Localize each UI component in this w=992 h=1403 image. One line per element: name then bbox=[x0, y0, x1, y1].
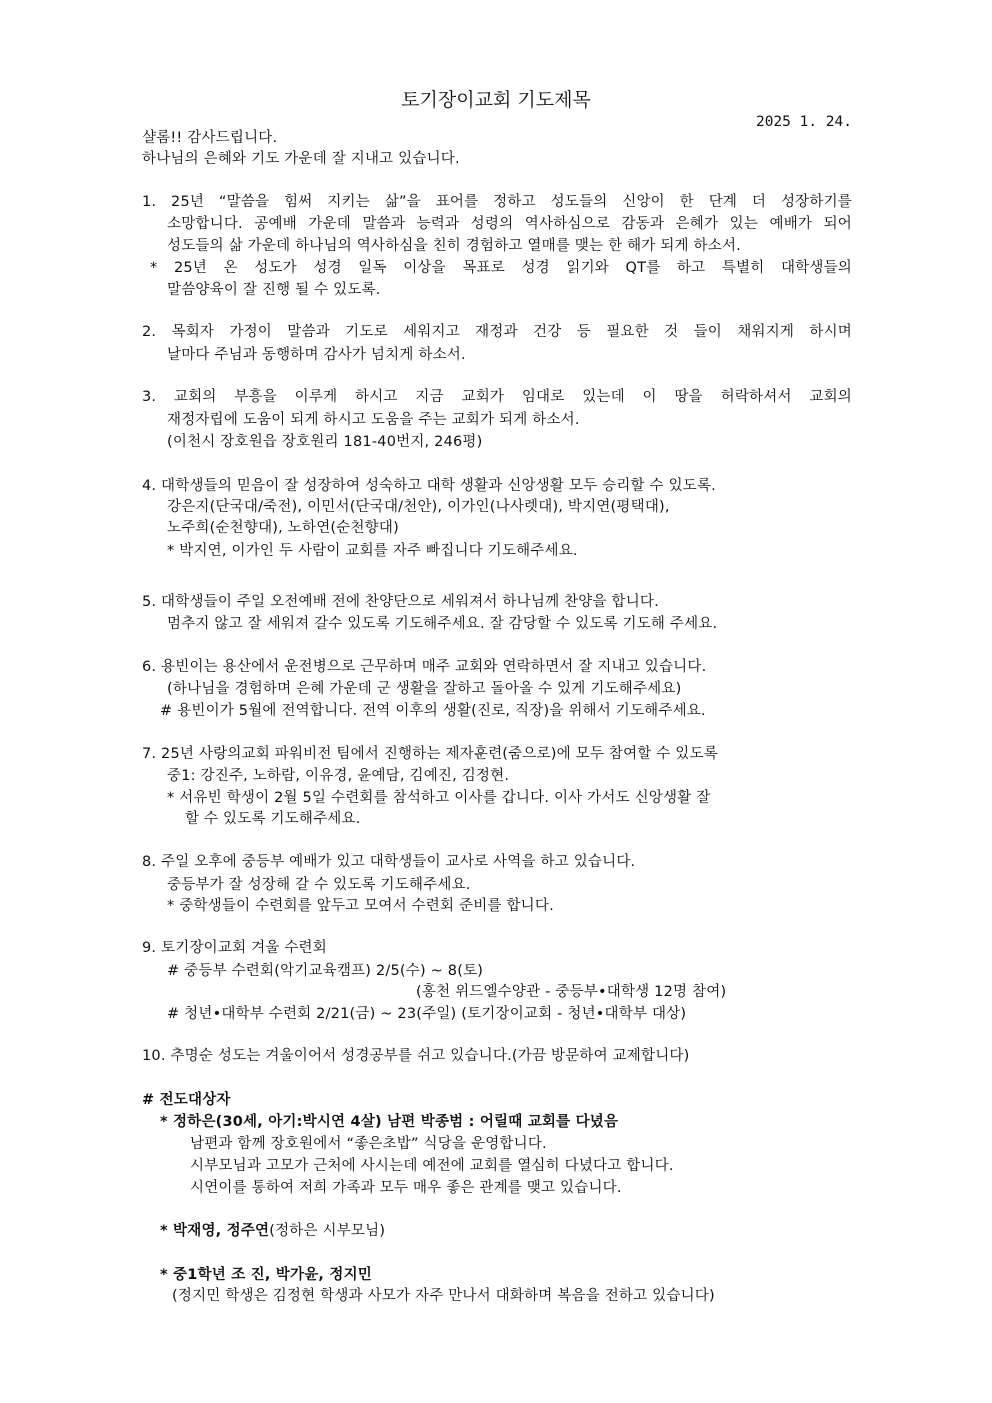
item-5-line-2: 멈추지 않고 잘 세워져 갈수 있도록 기도해주세요. 잘 감당할 수 있도록 기도해 주세요. bbox=[167, 616, 718, 632]
item-9-retreat-1: # 중등부 수련회(악기교육캠프) 2/5(수) ~ 8(토) bbox=[167, 963, 484, 979]
item-10-line-1: 10. 추명순 성도는 겨울이어서 성경공부를 쉬고 있습니다.(가끔 방문하여 교제합니다) bbox=[142, 1048, 690, 1064]
item-4-students-2: 노주희(순천향대), 노하연(순천향대) bbox=[167, 520, 399, 536]
item-8-line-2: 중등부가 잘 성장해 갈 수 있도록 기도해주세요. bbox=[167, 877, 471, 893]
intro-greeting: 샬롬!! 감사드립니다. bbox=[142, 130, 278, 146]
item-3-address: (이천시 장호원읍 장호원리 181-40번지, 246평) bbox=[167, 434, 483, 450]
item-2-line-1: 2. 목회자 가정이 말씀과 기도로 세워지고 재정과 건강 등 필요한 것 들이 채워지게 하시며 bbox=[142, 324, 852, 340]
item-6-note: # 용빈이가 5월에 전역합니다. 전역 이후의 생활(진로, 직장)을 위해서 기도해주세요. bbox=[160, 703, 706, 719]
evangelism-person-2-relation: (정하은 시부모님) bbox=[269, 1223, 386, 1239]
evangelism-person-1-line-3: 시연이를 통하여 저희 가족과 모두 매우 좋은 관계를 맺고 있습니다. bbox=[190, 1180, 622, 1196]
document-date: 2025 1. 24. bbox=[755, 114, 852, 130]
intro-line: 하나님의 은혜와 기도 가운데 잘 지내고 있습니다. bbox=[142, 151, 460, 167]
evangelism-heading: # 전도대상자 bbox=[142, 1092, 231, 1108]
item-6-line-2: (하나님을 경험하며 은혜 가운데 군 생활을 잘하고 돌아올 수 있게 기도해주세요) bbox=[167, 681, 682, 697]
item-7-note-cont: 할 수 있도록 기도해주세요. bbox=[185, 811, 361, 827]
item-6-line-1: 6. 용빈이는 용산에서 운전병으로 근무하며 매주 교회와 연락하면서 잘 지내고 있습니다. bbox=[142, 659, 707, 675]
item-9-line-1: 9. 토기장이교회 겨울 수련회 bbox=[142, 940, 327, 956]
evangelism-person-3-line-1: (정지민 학생은 김정현 학생과 사모가 자주 만나서 대화하며 복음을 전하고 있습니다) bbox=[172, 1288, 715, 1304]
item-9-retreat-1-detail: (홍천 위드엘수양관 - 중등부•대학생 12명 참여) bbox=[416, 984, 727, 1000]
item-1-line-3: 성도들의 삶 가운데 하나님의 역사하심을 친히 경험하고 열매를 맺는 한 해가 되게 하소서. bbox=[167, 238, 741, 254]
document-title: 토기장이교회 기도제목 bbox=[401, 89, 591, 111]
evangelism-person-2-names: * 박재영, 정주연 bbox=[160, 1223, 270, 1239]
item-9-retreat-2: # 청년•대학부 수련회 2/21(금) ~ 23(주일) (토기장이교회 - 청년•대학부 대상) bbox=[167, 1006, 687, 1022]
item-3-line-2: 재정자립에 도움이 되게 하시고 도움을 주는 교회가 되게 하소서. bbox=[167, 412, 580, 428]
item-4-note: * 박지연, 이가인 두 사람이 교회를 자주 빠집니다 기도해주세요. bbox=[167, 543, 578, 559]
item-4-students-1: 강은지(단국대/죽전), 이민서(단국대/천안), 이가인(나사렛대), 박지연(평택대), bbox=[167, 499, 670, 515]
item-1-line-1: 1. 25년 “말씀을 힘써 지키는 삶”을 표어를 정하고 성도들의 신앙이 한 단계 더 성장하기를 bbox=[142, 194, 852, 210]
item-7-students: 중1: 강진주, 노하람, 이유경, 윤예담, 김예진, 김정현. bbox=[167, 768, 510, 784]
evangelism-person-3: * 중1학년 조 진, 박가윤, 정지민 bbox=[160, 1267, 373, 1283]
evangelism-person-2 bbox=[160, 1221, 385, 1241]
item-4-line-1: 4. 대학생들의 믿음이 잘 성장하여 성숙하고 대학 생활과 신앙생활 모두 승리할 수 있도록. bbox=[142, 478, 716, 494]
item-3-line-1: 3. 교회의 부흥을 이루게 하시고 지금 교회가 임대로 있는데 이 땅을 허락하셔서 교회의 bbox=[142, 389, 852, 405]
item-7-line-1: 7. 25년 사랑의교회 파워비전 팀에서 진행하는 제자훈련(줌으로)에 모두 참여할 수 있도록 bbox=[142, 746, 718, 762]
item-5-line-1: 5. 대학생들이 주일 오전예배 전에 찬양단으로 세워져서 하나님께 찬양을 합니다. bbox=[142, 594, 659, 610]
item-8-line-1: 8. 주일 오후에 중등부 예배가 있고 대학생들이 교사로 사역을 하고 있습니다. bbox=[142, 854, 636, 870]
item-1-line-2: 소망합니다. 공예배 가운데 말씀과 능력과 성령의 역사하심으로 감동과 은혜가 있는 예배가 되어 bbox=[167, 216, 852, 232]
evangelism-person-1: * 정하은(30세, 아기:박시연 4살) 남편 박종범 : 어릴때 교회를 다녔음 bbox=[160, 1114, 619, 1130]
item-2-line-2: 날마다 주님과 동행하며 감사가 넘치게 하소서. bbox=[167, 347, 466, 363]
item-1-note: * 25년 온 성도가 성경 일독 이상을 목표로 성경 읽기와 QT를 하고 특별히 대학생들의 bbox=[150, 260, 852, 276]
item-7-note: * 서유빈 학생이 2월 5일 수련회를 참석하고 이사를 갑니다. 이사 가서도 신앙생활 잘 bbox=[167, 790, 711, 806]
item-1-line-5: 말씀양육이 잘 진행 될 수 있도록. bbox=[167, 282, 381, 298]
item-8-note: * 중학생들이 수련회를 앞두고 모여서 수련회 준비를 합니다. bbox=[167, 898, 554, 914]
evangelism-person-1-line-2: 시부모님과 고모가 근처에 사시는데 예전에 교회를 열심히 다녔다고 합니다. bbox=[190, 1158, 674, 1174]
evangelism-person-1-line-1: 남편과 함께 장호원에서 “좋은초밥” 식당을 운영합니다. bbox=[190, 1136, 547, 1152]
